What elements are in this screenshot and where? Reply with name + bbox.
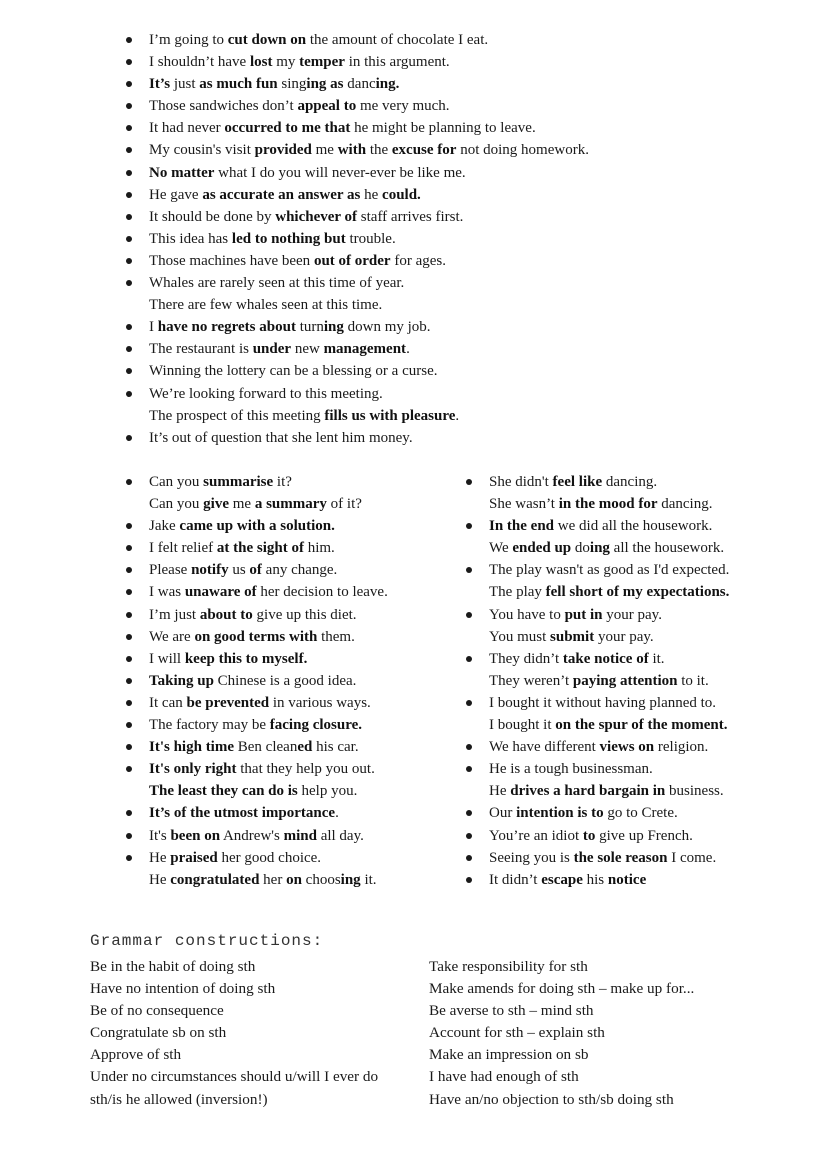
grammar-item: Be of no consequence bbox=[90, 1002, 224, 1020]
grammar-item: sth/is he allowed (inversion!) bbox=[90, 1090, 268, 1108]
list-item: I was unaware of her decision to leave. bbox=[124, 581, 444, 603]
list-item: Please notify us of any change. bbox=[124, 559, 444, 581]
list-item-continuation: The play fell short of my expectations. bbox=[489, 584, 730, 601]
list-item: You have to put in your pay. bbox=[464, 604, 794, 626]
list-item: Those sandwiches don’t appeal to me very much. bbox=[124, 95, 774, 117]
list-item: The factory may be facing closure. bbox=[124, 714, 444, 736]
grammar-item: Make amends for doing sth – make up for... bbox=[429, 980, 695, 998]
list-item: It's high time Ben cleaned his car. bbox=[124, 736, 444, 758]
grammar-item: Have an/no objection to sth/sb doing sth bbox=[429, 1090, 674, 1108]
list-item: He gave as accurate an answer as he could. bbox=[124, 184, 774, 206]
list-item-continuation: Can you give me a summary of it? bbox=[149, 496, 362, 513]
list-item-continuation: The prospect of this meeting fills us with pleasure. bbox=[149, 407, 460, 424]
list-item-continuation: We ended up doing all the housework. bbox=[489, 540, 725, 557]
list-item: Whales are rarely seen at this time of year. bbox=[124, 272, 774, 294]
grammar-item: Be averse to sth – mind sth bbox=[429, 1002, 594, 1020]
list-item: Jake came up with a solution. bbox=[124, 515, 444, 537]
list-item: I bought it without having planned to. bbox=[464, 692, 794, 714]
list-item: Winning the lottery can be a blessing or a curse. bbox=[124, 360, 774, 382]
list-item: You’re an idiot to give up French. bbox=[464, 825, 794, 847]
list-item: Our intention is to go to Crete. bbox=[464, 802, 794, 824]
list-item: My cousin's visit provided me with the excuse for not doing homework. bbox=[124, 139, 774, 161]
list-item-continuation: I bought it on the spur of the moment. bbox=[489, 717, 728, 734]
list-item: I felt relief at the sight of him. bbox=[124, 537, 444, 559]
sentence-list-left bbox=[124, 471, 444, 891]
list-item: He is a tough businessman. bbox=[464, 758, 794, 780]
list-item: We’re looking forward to this meeting. bbox=[124, 383, 774, 405]
grammar-item: I have had enough of sth bbox=[429, 1068, 579, 1086]
list-item: The play wasn't as good as I'd expected. bbox=[464, 559, 794, 581]
list-item: It’s out of question that she lent him money. bbox=[124, 427, 774, 449]
list-item: This idea has led to nothing but trouble. bbox=[124, 228, 774, 250]
grammar-item: Under no circumstances should u/will I ever do bbox=[90, 1068, 379, 1086]
list-item-continuation: She wasn’t in the mood for dancing. bbox=[489, 496, 713, 513]
list-item-continuation: There are few whales seen at this time. bbox=[149, 297, 383, 314]
list-item: They didn’t take notice of it. bbox=[464, 648, 794, 670]
grammar-list-left bbox=[90, 956, 420, 1111]
list-item: In the end we did all the housework. bbox=[464, 515, 794, 537]
grammar-item: Have no intention of doing sth bbox=[90, 980, 276, 998]
list-item: We have different views on religion. bbox=[464, 736, 794, 758]
list-item: He praised her good choice. bbox=[124, 847, 444, 869]
list-item: We are on good terms with them. bbox=[124, 626, 444, 648]
list-item: It had never occurred to me that he might be planning to leave. bbox=[124, 117, 774, 139]
grammar-heading: Grammar constructions: bbox=[90, 932, 324, 950]
list-item: Seeing you is the sole reason I come. bbox=[464, 847, 794, 869]
list-item: No matter what I do you will never-ever be like me. bbox=[124, 162, 774, 184]
list-item: I have no regrets about turning down my job. bbox=[124, 316, 774, 338]
grammar-item: Make an impression on sb bbox=[429, 1046, 589, 1064]
list-item-continuation: He drives a hard bargain in business. bbox=[489, 783, 724, 800]
grammar-item: Account for sth – explain sth bbox=[429, 1024, 605, 1042]
list-item: Can you summarise it? bbox=[124, 471, 444, 493]
list-item: The restaurant is under new management. bbox=[124, 338, 774, 360]
list-item: Those machines have been out of order for ages. bbox=[124, 250, 774, 272]
list-item: It's only right that they help you out. bbox=[124, 758, 444, 780]
list-item: I will keep this to myself. bbox=[124, 648, 444, 670]
list-item: It’s just as much fun singing as dancing. bbox=[124, 73, 774, 95]
sentence-list-top bbox=[124, 29, 774, 449]
list-item: It can be prevented in various ways. bbox=[124, 692, 444, 714]
list-item: I shouldn’t have lost my temper in this argument. bbox=[124, 51, 774, 73]
grammar-item: Approve of sth bbox=[90, 1046, 182, 1064]
grammar-item: Be in the habit of doing sth bbox=[90, 958, 256, 975]
list-item: I’m going to cut down on the amount of chocolate I eat. bbox=[124, 29, 774, 51]
list-item: I’m just about to give up this diet. bbox=[124, 604, 444, 626]
list-item: Taking up Chinese is a good idea. bbox=[124, 670, 444, 692]
sentence-list-right bbox=[464, 471, 794, 891]
grammar-item: Take responsibility for sth bbox=[429, 958, 588, 975]
list-item: She didn't feel like dancing. bbox=[464, 471, 794, 493]
list-item-continuation: They weren’t paying attention to it. bbox=[489, 672, 709, 689]
list-item: It's been on Andrew's mind all day. bbox=[124, 825, 444, 847]
list-item-continuation: The least they can do is help you. bbox=[149, 783, 358, 800]
list-item: It’s of the utmost importance. bbox=[124, 802, 444, 824]
list-item: It didn’t escape his notice bbox=[464, 869, 794, 891]
list-item-continuation: You must submit your pay. bbox=[489, 628, 654, 645]
grammar-item: Congratulate sb on sth bbox=[90, 1024, 227, 1042]
list-item: It should be done by whichever of staff arrives first. bbox=[124, 206, 774, 228]
grammar-list-right bbox=[429, 956, 759, 1111]
list-item-continuation: He congratulated her on choosing it. bbox=[149, 871, 377, 888]
